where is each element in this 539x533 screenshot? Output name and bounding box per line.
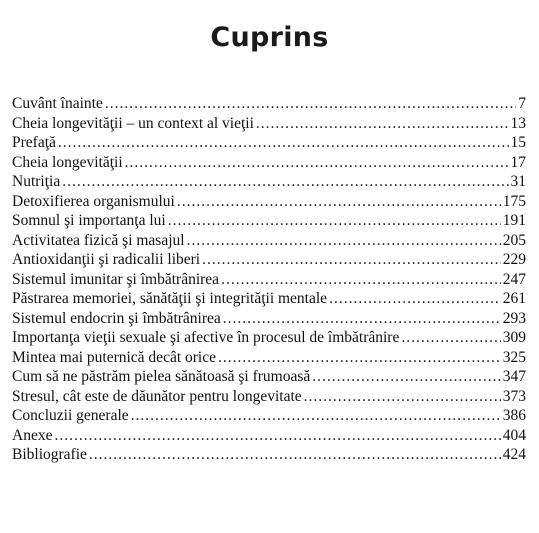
toc-dot-leader — [177, 192, 501, 212]
toc-entry-label: Mintea mai puternică decât orice — [12, 348, 216, 366]
toc-page-number: 205 — [502, 231, 526, 249]
toc-page-number: 386 — [502, 407, 526, 424]
toc-page-number: 15 — [510, 134, 526, 151]
toc-page-number: 13 — [510, 114, 526, 132]
toc-dot-leader — [105, 94, 516, 114]
table-of-contents — [12, 94, 526, 465]
toc-dot-leader — [54, 426, 500, 446]
toc-entry-label: Cheia longevităţii — [12, 153, 123, 171]
toc-entry — [12, 192, 526, 212]
toc-page-number: 347 — [502, 368, 526, 385]
toc-entry-label: Cheia longevităţii – un context al vieţii — [12, 114, 254, 132]
toc-entry-label: Păstrarea memoriei, sănătăţii şi integrităţii mentale — [12, 290, 328, 307]
toc-entry — [12, 328, 526, 348]
toc-entry — [12, 426, 526, 446]
toc-entry — [12, 133, 526, 153]
toc-dot-leader — [62, 172, 508, 192]
toc-page-number: 293 — [502, 309, 526, 327]
toc-entry-label: Sistemul endocrin şi îmbătrânirea — [12, 309, 221, 327]
toc-entry-label: Bibliografie — [12, 446, 87, 463]
toc-entry — [12, 348, 526, 368]
toc-dot-leader — [125, 153, 509, 173]
toc-entry-label: Concluzii generale — [12, 407, 129, 424]
toc-entry-label: Antioxidanţii şi radicalii liberi — [12, 251, 201, 268]
toc-entry — [12, 250, 526, 270]
toc-dot-leader — [89, 445, 501, 465]
toc-dot-leader — [329, 289, 501, 309]
toc-entry — [12, 367, 526, 387]
toc-dot-leader — [58, 133, 509, 153]
toc-entry — [12, 387, 526, 407]
toc-entry — [12, 406, 526, 426]
toc-entry — [12, 211, 526, 231]
toc-dot-leader — [304, 387, 501, 407]
toc-entry — [12, 153, 526, 173]
page-title: Cuprins — [210, 22, 329, 53]
toc-entry-label: Anexe — [12, 426, 53, 444]
toc-entry-label: Cum să ne păstrăm pielea sănătoasă şi frumoasă — [12, 368, 311, 385]
toc-dot-leader — [223, 309, 501, 329]
toc-page-number: 229 — [502, 251, 526, 268]
toc-page-number: 309 — [502, 329, 526, 346]
toc-entry-label: Importanţa vieţii sexuale şi afective în procesul de îmbătrânire — [12, 329, 400, 346]
toc-page-number: 191 — [502, 212, 526, 229]
toc-entry-label: Activitatea fizică şi masajul — [12, 231, 185, 249]
toc-dot-leader — [256, 114, 509, 134]
toc-dot-leader — [202, 250, 501, 270]
toc-page-number: 373 — [502, 387, 526, 405]
toc-entry — [12, 231, 526, 251]
toc-entry-label: Prefaţă — [12, 134, 56, 151]
toc-page-number: 424 — [502, 446, 526, 463]
toc-entry-label: Somnul şi importanţa lui — [12, 212, 166, 229]
toc-page-number: 31 — [510, 173, 526, 190]
toc-page-number: 325 — [502, 348, 526, 366]
toc-entry — [12, 270, 526, 290]
toc-dot-leader — [168, 211, 501, 231]
toc-entry — [12, 172, 526, 192]
toc-dot-leader — [312, 367, 500, 387]
toc-page-number: 261 — [502, 290, 526, 307]
toc-dot-leader — [221, 270, 501, 290]
toc-entry — [12, 445, 526, 465]
toc-dot-leader — [401, 328, 500, 348]
toc-entry-label: Sistemul imunitar şi îmbătrânirea — [12, 270, 220, 288]
toc-entry-label: Nutriţia — [12, 173, 61, 190]
toc-page-number: 404 — [502, 426, 526, 444]
toc-entry — [12, 114, 526, 134]
toc-entry — [12, 289, 526, 309]
toc-entry-label: Stresul, cât este de dăunător pentru longevitate — [12, 387, 302, 405]
toc-entry-label: Detoxifierea organismului — [12, 192, 175, 210]
toc-page-number: 17 — [510, 153, 526, 171]
toc-entry — [12, 309, 526, 329]
toc-page-number: 175 — [502, 192, 526, 210]
toc-dot-leader — [131, 406, 501, 426]
toc-entry — [12, 94, 526, 114]
toc-page-number: 247 — [502, 270, 526, 288]
toc-dot-leader — [187, 231, 501, 251]
toc-entry-label: Cuvânt înainte — [12, 95, 103, 112]
toc-dot-leader — [218, 348, 501, 368]
toc-page-number: 7 — [518, 95, 526, 112]
